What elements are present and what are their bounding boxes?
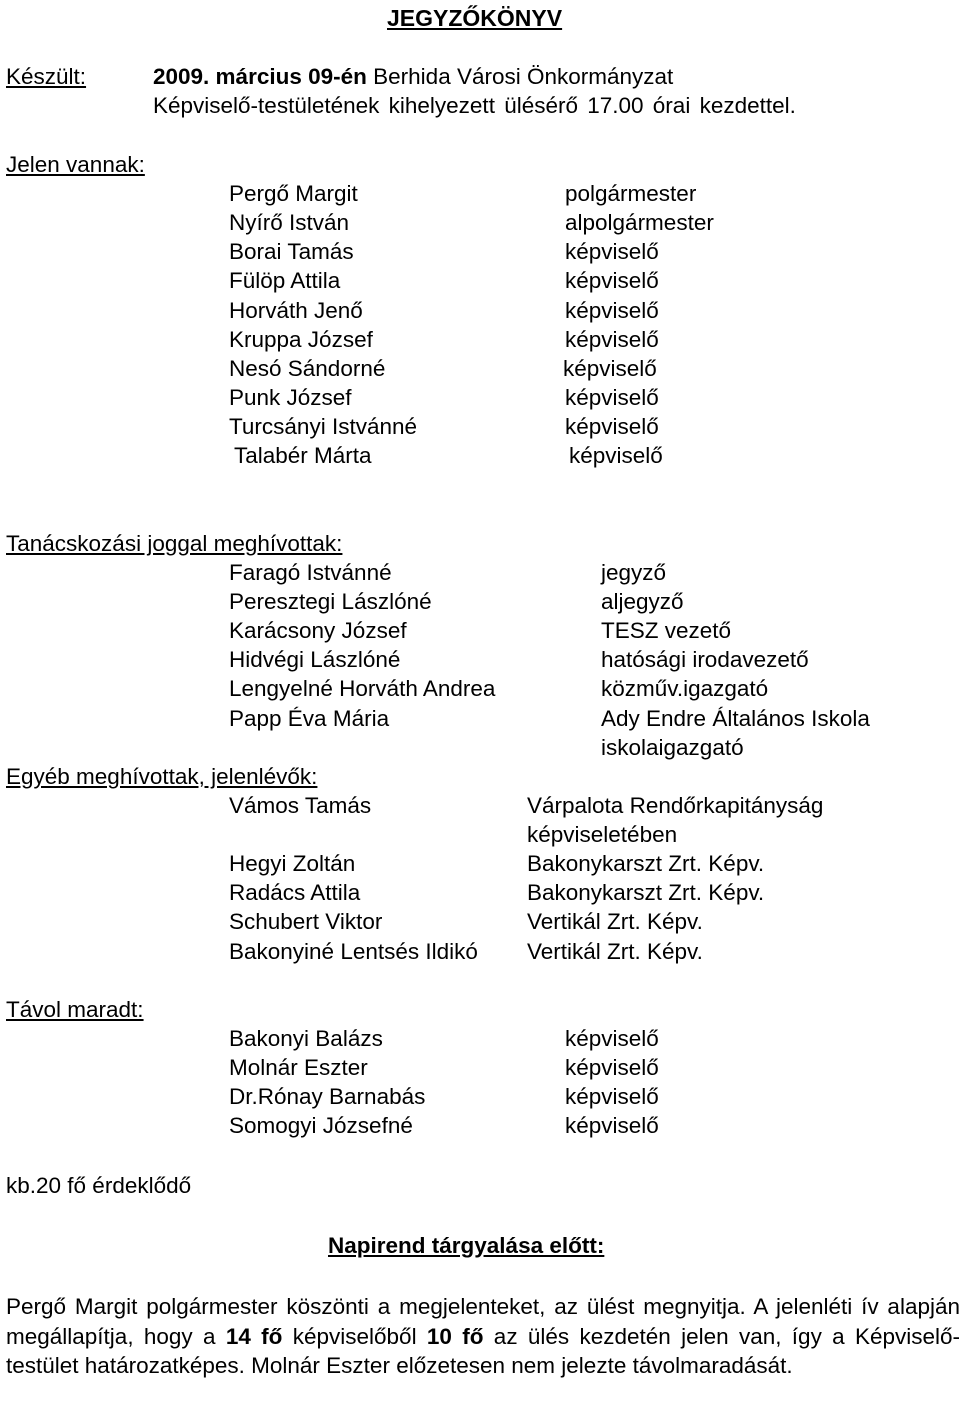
keszult-label: Készült: <box>6 64 87 89</box>
absentee-name: Molnár Eszter <box>229 1055 368 1080</box>
tavol-label: Távol maradt: <box>6 997 144 1022</box>
attendee-role: képviselő <box>569 443 663 468</box>
invitee-name: Lengyelné Horváth Andrea <box>229 676 496 701</box>
attendee-role: polgármester <box>565 181 697 206</box>
guest-name: Hegyi Zoltán <box>229 851 356 876</box>
attendee-role: képviselő <box>563 356 657 381</box>
invitee-role-continued: iskolaigazgató <box>601 735 744 760</box>
audience-count: kb.20 fő érdeklődő <box>6 1173 192 1198</box>
absentee-role: képviselő <box>565 1113 659 1138</box>
attendee-role: alpolgármester <box>565 210 714 235</box>
paragraph-text-3: az ülés kezdetén jelen van, így a Képviselő-testület határozatképes. Molnár Eszter előzetesen nem jelezte távolmaradását. <box>6 1323 960 1378</box>
attendee-role: képviselő <box>565 298 659 323</box>
meeting-date: 2009. március 09-én <box>153 64 367 89</box>
paragraph-bold-total: 14 fő <box>225 1323 283 1349</box>
jelen-label: Jelen vannak: <box>6 152 145 177</box>
absentee-name: Somogyi Józsefné <box>229 1113 413 1138</box>
attendee-name: Turcsányi Istvánné <box>229 414 417 439</box>
attendee-name: Kruppa József <box>229 327 373 352</box>
absentee-role: képviselő <box>565 1055 659 1080</box>
guest-role: Bakonykarszt Zrt. Képv. <box>527 880 765 905</box>
attendee-name: Talabér Márta <box>234 443 372 468</box>
invitee-role: TESZ vezető <box>601 618 732 643</box>
invitee-role: Ady Endre Általános Iskola <box>601 706 870 731</box>
paragraph-text-2: képviselőből <box>282 1323 427 1349</box>
invitee-role: aljegyző <box>601 589 684 614</box>
guest-role: Vertikál Zrt. Képv. <box>527 909 703 934</box>
attendee-name: Nesó Sándorné <box>229 356 386 381</box>
invitee-role: jegyző <box>601 560 667 585</box>
paragraph-bold-present: 10 fő <box>426 1323 484 1349</box>
keszult-line2: Képviselő-testületének kihelyezett ülésérő 17.00 órai kezdettel. <box>153 93 796 118</box>
guest-role-continued: képviseletében <box>527 822 678 847</box>
guest-name: Radács Attila <box>229 880 361 905</box>
agenda-heading: Napirend tárgyalása előtt: <box>328 1233 605 1258</box>
keszult-line1 <box>153 66 673 89</box>
attendee-name: Nyírő István <box>229 210 350 235</box>
attendee-role: képviselő <box>565 327 659 352</box>
paragraph-text-1: Pergő Margit polgármester köszönti a megjelenteket, az ülést megnyitja. A jelenléti ív alapján megállapítja, hogy a <box>6 1294 960 1349</box>
guest-role: Bakonykarszt Zrt. Képv. <box>527 851 765 876</box>
egyeb-label: Egyéb meghívottak, jelenlévők: <box>6 764 318 789</box>
invitee-role: hatósági irodavezető <box>601 647 809 672</box>
absentee-name: Bakonyi Balázs <box>229 1026 383 1051</box>
invitee-name: Peresztegi Lászlóné <box>229 589 432 614</box>
guest-name: Vámos Tamás <box>229 793 372 818</box>
attendee-role: képviselő <box>565 414 659 439</box>
absentee-role: képviselő <box>565 1026 659 1051</box>
invitee-name: Hidvégi Lászlóné <box>229 647 401 672</box>
absentee-name: Dr.Rónay Barnabás <box>229 1084 426 1109</box>
guest-role: Várpalota Rendőrkapitányság <box>527 793 824 818</box>
attendee-name: Borai Tamás <box>229 239 354 264</box>
attendee-name: Horváth Jenő <box>229 298 363 323</box>
keszult-body: Berhida Városi Önkormányzat <box>373 64 674 89</box>
attendee-role: képviselő <box>565 268 659 293</box>
guest-role: Vertikál Zrt. Képv. <box>527 939 703 964</box>
guest-name: Schubert Viktor <box>229 909 383 934</box>
attendee-name: Pergő Margit <box>229 181 358 206</box>
attendee-name: Punk József <box>229 385 352 410</box>
opening-paragraph <box>6 1292 960 1381</box>
invitee-name: Faragó Istvánné <box>229 560 392 585</box>
document-title: JEGYZŐKÖNYV <box>387 5 563 31</box>
guest-name: Bakonyiné Lentsés Ildikó <box>229 939 478 964</box>
attendee-role: képviselő <box>565 385 659 410</box>
absentee-role: képviselő <box>565 1084 659 1109</box>
attendee-role: képviselő <box>565 239 659 264</box>
attendee-name: Fülöp Attila <box>229 268 341 293</box>
invitee-name: Karácsony József <box>229 618 407 643</box>
invitee-role: közműv.igazgató <box>601 676 769 701</box>
invitee-name: Papp Éva Mária <box>229 706 390 731</box>
tanacskozasi-label: Tanácskozási joggal meghívottak: <box>6 531 343 556</box>
